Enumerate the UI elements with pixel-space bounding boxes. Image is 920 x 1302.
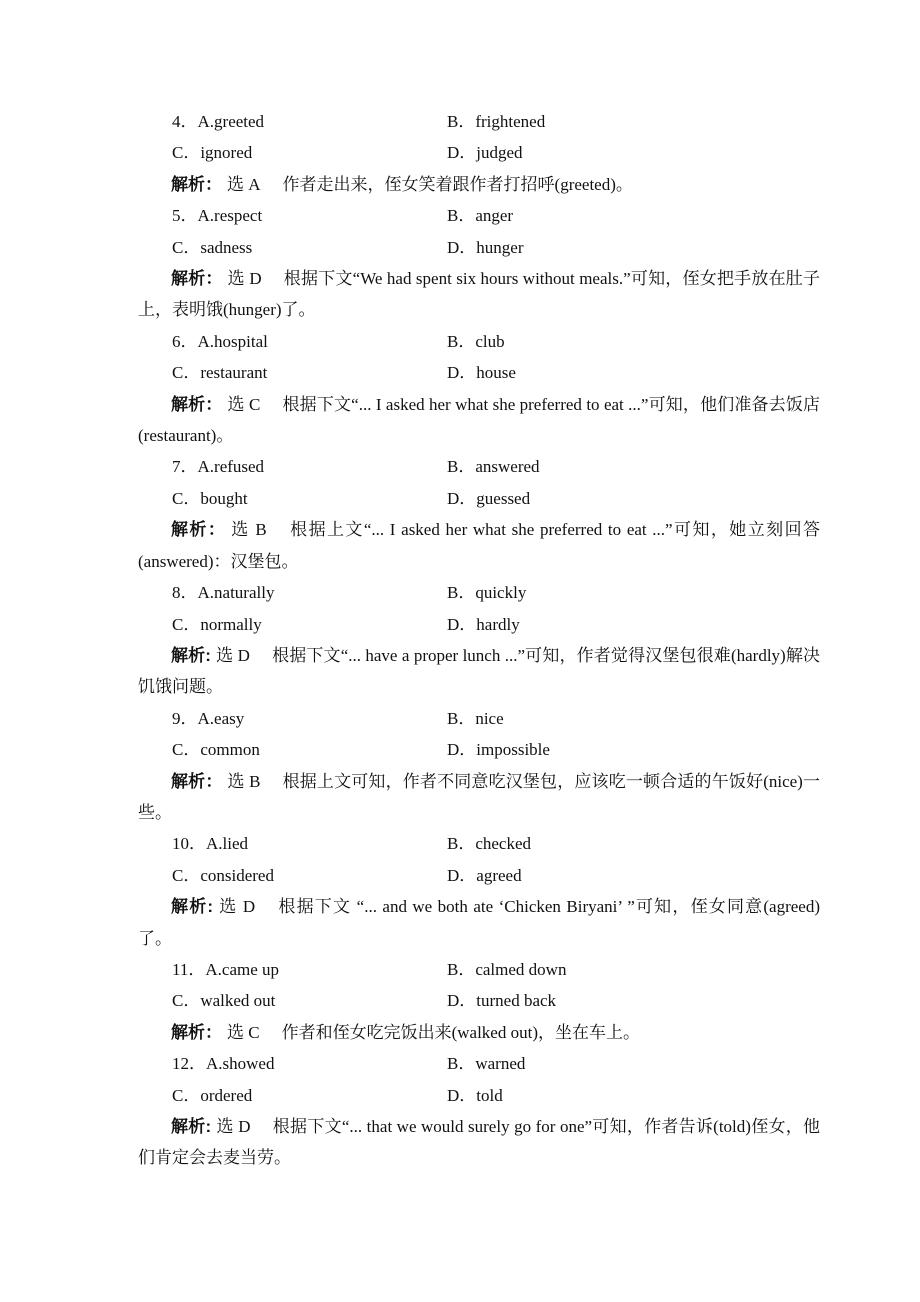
explanation-text: 作者和侄女吃完饭出来(walked out)，坐在车上。 [281, 1022, 640, 1042]
analysis-label: 解析: [171, 897, 214, 917]
question-12 [138, 1048, 820, 1174]
option-c-label: C．walked out [172, 991, 276, 1011]
question-6-options-ab [138, 326, 820, 357]
question-4-options-cd [138, 137, 820, 168]
explanation-text: 根据上文可知，作者不同意吃汉堡包，应该吃一顿合适的午饭好(nice)一些。 [138, 771, 820, 822]
question-number: 12． [172, 1054, 206, 1074]
analysis-label: 解析： [171, 520, 227, 540]
question-number: 7． [172, 457, 198, 477]
option-a [172, 326, 447, 357]
question-5-options-cd [138, 232, 820, 263]
correct-answer: 选 B [231, 520, 267, 540]
question-11-analysis [138, 1017, 820, 1048]
option-d-label: D．judged [447, 143, 523, 163]
explanation-text: 根据下文“We had spent six hours without meals.”可知，侄女把手放在肚子上，表明饿(hunger)了。 [138, 269, 820, 320]
question-number: 11． [172, 959, 206, 979]
option-d-label: D．turned back [447, 991, 557, 1011]
explanation-text: 根据上文“... I asked her what she preferred to eat ...”可知，她立刻回答(answered)：汉堡包。 [138, 520, 820, 571]
option-b-label: B．calmed down [447, 959, 567, 979]
answer-explanations [138, 106, 820, 1174]
correct-answer: 选 D [216, 1117, 251, 1136]
option-d-label: D．impossible [447, 740, 550, 760]
correct-answer: 选 C [227, 394, 261, 414]
option-b-label: B．quickly [447, 583, 527, 603]
question-6-analysis [138, 389, 820, 452]
option-b-label: B．nice [447, 708, 504, 728]
question-6-options-cd [138, 357, 820, 388]
analysis-label: 解析: [171, 1117, 212, 1136]
option-a [172, 1048, 447, 1079]
option-c-label: C．bought [172, 488, 248, 508]
explanation-text: 根据下文 “... and we both ate ‘Chicken Biryani’ ”可知，侄女同意(agreed)了。 [138, 897, 820, 948]
correct-answer: 选 C [227, 1022, 260, 1042]
question-number: 9． [172, 708, 198, 728]
option-a [172, 106, 447, 137]
question-9-options-cd [138, 734, 820, 765]
question-10-options-cd [138, 860, 820, 891]
analysis-label: 解析: [171, 645, 211, 665]
analysis-label: 解析： [171, 174, 222, 194]
option-d-label: D．told [447, 1085, 503, 1105]
question-5-options-ab [138, 200, 820, 231]
question-7-analysis [138, 514, 820, 577]
question-9 [138, 703, 820, 829]
question-4 [138, 106, 820, 200]
option-a-label: A.respect [197, 206, 263, 226]
option-a-label: A.lied [206, 834, 249, 854]
option-a-label: A.easy [197, 708, 245, 728]
correct-answer: 选 D [215, 645, 250, 665]
option-c-label: C．ordered [172, 1085, 253, 1105]
option-a [172, 703, 447, 734]
question-number: 8． [172, 583, 198, 603]
option-b-label: B．frightened [447, 112, 546, 131]
option-d-label: D．agreed [447, 865, 522, 885]
option-b-label: B．checked [447, 834, 532, 854]
question-6 [138, 326, 820, 452]
question-11 [138, 954, 820, 1048]
question-10 [138, 828, 820, 954]
option-b-label: B．club [447, 331, 505, 351]
option-a [172, 200, 447, 231]
analysis-label: 解析： [171, 394, 223, 414]
option-c-label: C．considered [172, 865, 274, 885]
option-a [172, 954, 447, 985]
question-11-options-cd [138, 985, 820, 1016]
question-9-analysis [138, 766, 820, 829]
option-a-label: A.refused [197, 457, 265, 477]
correct-answer: 选 A [227, 174, 261, 194]
option-b-label: B．anger [447, 206, 514, 226]
option-a-label: A.came up [205, 959, 280, 979]
option-b-label: B．answered [447, 457, 540, 477]
explanation-text: 根据下文“... that we would surely go for one”可知，作者告诉(told)侄女，他们肯定会去麦当劳。 [138, 1117, 820, 1168]
question-5-analysis [138, 263, 820, 326]
explanation-text: 作者走出来，侄女笑着跟作者打招呼(greeted)。 [282, 174, 633, 194]
question-number: 10． [172, 834, 206, 854]
question-12-analysis [138, 1111, 820, 1174]
question-8 [138, 577, 820, 703]
question-7-options-ab [138, 451, 820, 482]
question-7-options-cd [138, 483, 820, 514]
question-5 [138, 200, 820, 326]
question-4-options-ab [138, 106, 820, 137]
option-c-label: C．normally [172, 614, 262, 634]
question-9-options-ab [138, 703, 820, 734]
question-number: 5． [172, 206, 198, 226]
question-10-options-ab [138, 828, 820, 859]
explanation-text: 根据下文“... I asked her what she preferred to eat ...”可知，他们准备去饭店(restaurant)。 [138, 394, 820, 446]
question-number: 4． [172, 112, 198, 131]
option-d-label: D．hunger [447, 237, 524, 257]
option-a [172, 451, 447, 482]
question-8-analysis [138, 640, 820, 703]
option-d-label: D．hardly [447, 614, 520, 634]
analysis-label: 解析： [171, 1022, 222, 1042]
option-a-label: A.naturally [197, 583, 275, 603]
question-12-options-cd [138, 1080, 820, 1111]
option-a-label: A.showed [206, 1054, 275, 1074]
option-d-label: D．house [447, 363, 516, 383]
correct-answer: 选 D [218, 897, 256, 917]
question-4-analysis [138, 169, 820, 200]
option-c-label: C．sadness [172, 237, 253, 257]
correct-answer: 选 B [227, 771, 261, 791]
option-a [172, 828, 447, 859]
option-c-label: C．common [172, 740, 260, 760]
correct-answer: 选 D [227, 269, 262, 289]
question-8-options-cd [138, 609, 820, 640]
question-7 [138, 451, 820, 577]
option-a-label: A.hospital [197, 331, 268, 351]
option-a-label: A.greeted [197, 112, 265, 131]
option-c-label: C．ignored [172, 143, 253, 163]
option-b-label: B．warned [447, 1054, 526, 1074]
analysis-label: 解析： [171, 269, 223, 289]
option-d-label: D．guessed [447, 488, 531, 508]
analysis-label: 解析： [171, 771, 223, 791]
question-11-options-ab [138, 954, 820, 985]
question-10-analysis [138, 891, 820, 954]
question-8-options-ab [138, 577, 820, 608]
explanation-text: 根据下文“... have a proper lunch ...”可知，作者觉得汉堡包很难(hardly)解决饥饿问题。 [138, 645, 821, 697]
option-c-label: C．restaurant [172, 363, 268, 383]
question-number: 6． [172, 331, 198, 351]
question-12-options-ab [138, 1048, 820, 1079]
option-a [172, 577, 447, 608]
